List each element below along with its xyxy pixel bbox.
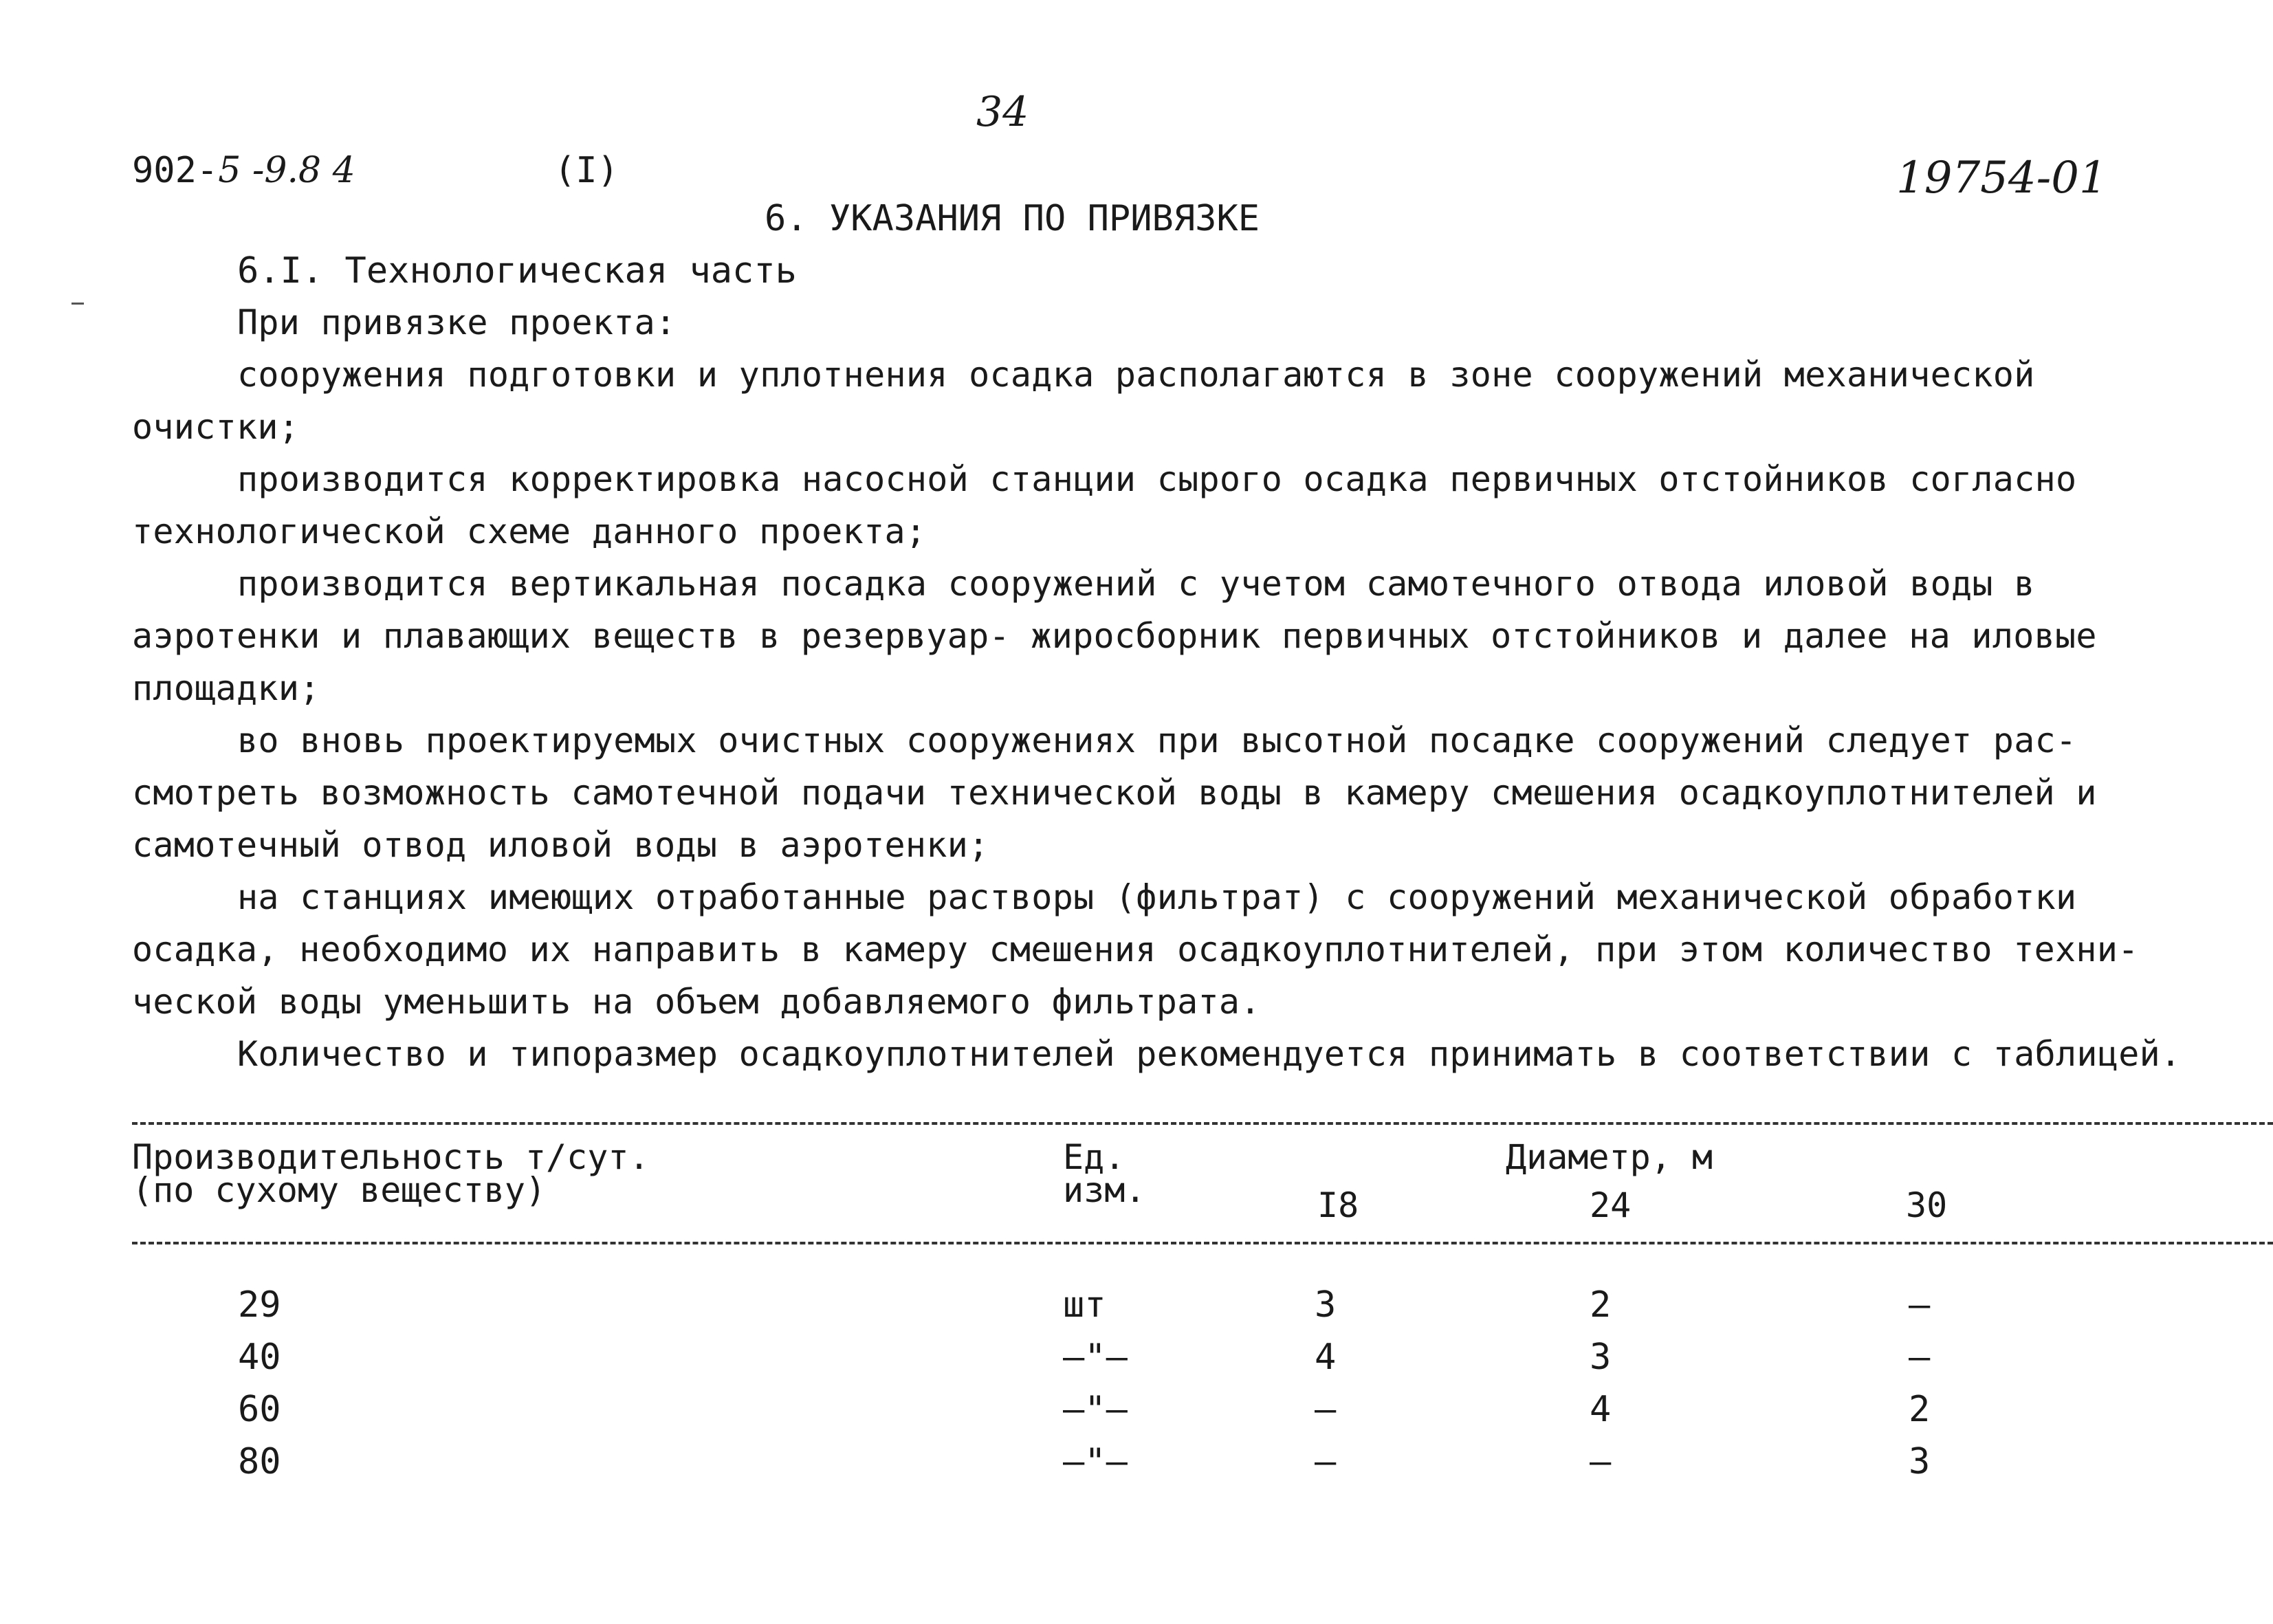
body-line: При привязке проекта: bbox=[237, 303, 677, 342]
cell-capacity: 40 bbox=[238, 1337, 281, 1378]
cell-capacity: 29 bbox=[238, 1284, 281, 1326]
body-line: производится корректировка насосной станции сырого осадка первичных отстойников согласно bbox=[237, 459, 2077, 499]
document-code bbox=[132, 150, 355, 191]
cell-d30: – bbox=[1909, 1284, 1931, 1326]
body-line: производится вертикальная посадка сооружений с учетом самотечного отвода иловой воды в bbox=[237, 564, 2035, 604]
scan-mark bbox=[72, 303, 84, 305]
subsection-heading: 6.I. Технологическая часть bbox=[237, 250, 797, 292]
cell-d30: – bbox=[1909, 1337, 1931, 1378]
section-heading: 6. УКАЗАНИЯ ПО ПРИВЯЗКЕ bbox=[765, 198, 1260, 239]
cell-unit: шт bbox=[1063, 1284, 1106, 1326]
body-line: Количество и типоразмер осадкоуплотнителей рекомендуется принимать в соответствии с таблицей. bbox=[237, 1034, 2182, 1074]
cell-d18: 4 bbox=[1315, 1337, 1337, 1378]
cell-unit: –"– bbox=[1063, 1441, 1128, 1482]
cell-unit: –"– bbox=[1063, 1389, 1128, 1430]
archive-number: 19754-01 bbox=[1896, 153, 2107, 204]
cell-d24: 2 bbox=[1590, 1284, 1612, 1326]
page-number: 34 bbox=[976, 88, 1029, 136]
cell-capacity: 60 bbox=[238, 1389, 281, 1430]
cell-d18: – bbox=[1315, 1389, 1337, 1430]
cell-capacity: 80 bbox=[238, 1441, 281, 1482]
column-header-capacity: Производительность т/сут. bbox=[132, 1137, 650, 1177]
body-line: осадка, необходимо их направить в камеру смешения осадкоуплотнителей, при этом количество техни- bbox=[132, 930, 2139, 969]
body-line: сооружения подготовки и уплотнения осадка располагаются в зоне сооружений механической bbox=[237, 355, 2035, 395]
body-line: ческой воды уменьшить на объем добавляемого фильтрата. bbox=[132, 982, 1261, 1022]
table-top-rule bbox=[132, 1122, 2273, 1125]
cell-unit: –"– bbox=[1063, 1337, 1128, 1378]
column-header-capacity-note: (по сухому веществу) bbox=[132, 1170, 547, 1210]
cell-d24: – bbox=[1590, 1441, 1612, 1482]
body-line: самотечный отвод иловой воды в аэротенки; bbox=[132, 825, 989, 865]
column-header-unit-abbr: изм. bbox=[1063, 1170, 1146, 1210]
body-line: во вновь проектируемых очистных сооружениях при высотной посадке сооружений следует рас- bbox=[237, 721, 2077, 760]
document-code-prefix: 902- bbox=[132, 150, 219, 191]
cell-d30: 2 bbox=[1909, 1389, 1931, 1430]
cell-d30: 3 bbox=[1909, 1441, 1931, 1482]
column-header-d30: 30 bbox=[1906, 1185, 1948, 1225]
column-header-diameter: Диаметр, м bbox=[1506, 1137, 1713, 1177]
cell-d18: 3 bbox=[1315, 1284, 1337, 1326]
body-line: аэротенки и плавающих веществ в резервуар- жиросборник первичных отстойников и далее на иловые bbox=[132, 616, 2097, 656]
column-header-d24: 24 bbox=[1590, 1185, 1632, 1225]
cell-d18: – bbox=[1315, 1441, 1337, 1482]
column-header-d18: I8 bbox=[1317, 1185, 1359, 1225]
cell-d24: 3 bbox=[1590, 1337, 1612, 1378]
document-code-handwritten: 5 -9.8 4 bbox=[218, 150, 355, 191]
column-header-unit: Ед. bbox=[1063, 1137, 1125, 1177]
body-line: на станциях имеющих отработанные растворы (фильтрат) с сооружений механической обработки bbox=[237, 877, 2077, 917]
table-header-rule bbox=[132, 1242, 2273, 1244]
body-line: технологической схеме данного проекта; bbox=[132, 512, 927, 551]
body-line: очистки; bbox=[132, 407, 300, 447]
body-line: смотреть возможность самотечной подачи технической воды в камеру смешения осадкоуплотнителей и bbox=[132, 773, 2097, 813]
cell-d24: 4 bbox=[1590, 1389, 1612, 1430]
body-line: площадки; bbox=[132, 668, 320, 708]
document-part: (I) bbox=[554, 150, 619, 191]
